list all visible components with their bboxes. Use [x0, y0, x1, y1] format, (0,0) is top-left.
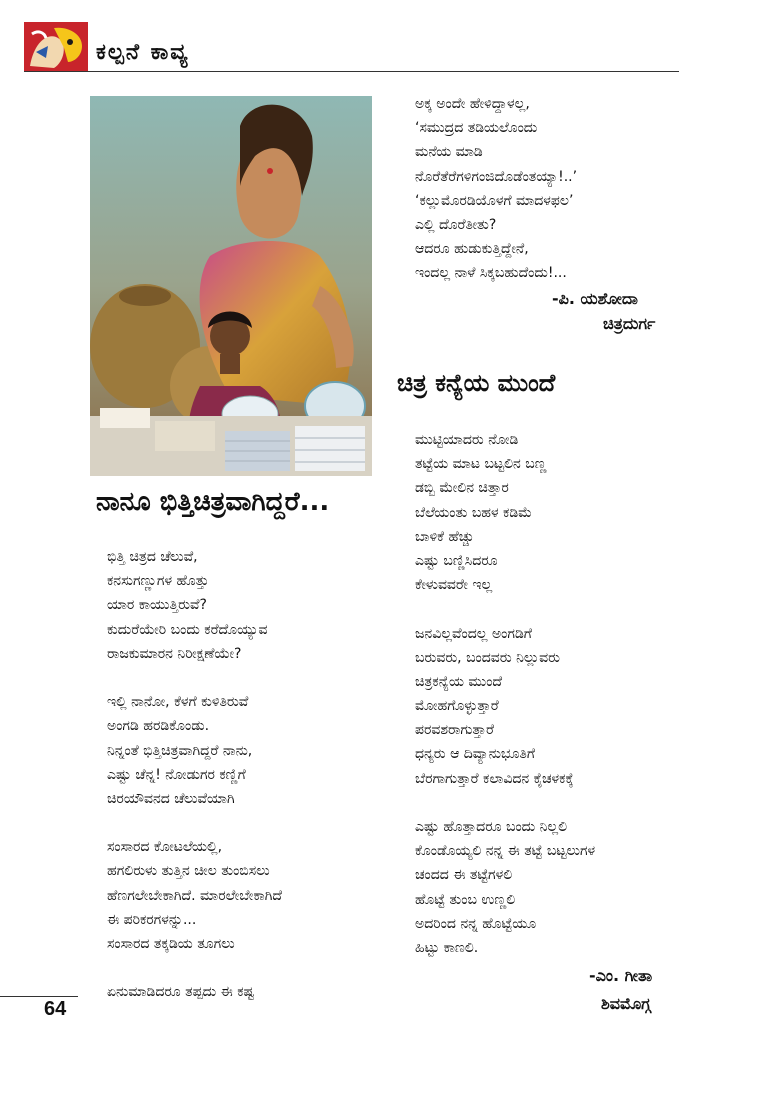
stanza-gap [415, 791, 595, 815]
poem-line: ಹಿಟ್ಟು ಕಾಣಲಿ. [415, 939, 479, 956]
author-name: -ಪಿ. ಯಶೋದಾ [552, 289, 638, 308]
poem-line: ಇಲ್ಲಿ ನಾನೋ, ಕೆಳಗೆ ಕುಳಿತಿರುವೆ [107, 694, 249, 711]
poem-line: ನೊರೆತೆರೆಗಳಿಗಂಜಿದೊಡೆಂತಯ್ಯಾ!..’ [415, 168, 578, 185]
poem-line: ಹೆಣಗಲೇಬೇಕಾಗಿದೆ. ಮಾರಲೇಬೇಕಾಗಿದೆ [107, 887, 282, 904]
poem-line: ರಾಜಕುಮಾರನ ನಿರೀಕ್ಷಣೆಯೇ? [107, 645, 242, 662]
page-number: 64 [44, 998, 67, 1020]
poem-line: ಈ ಪರಿಕರಗಳನ್ನು... [107, 911, 197, 928]
poem-line: ತಟ್ಟೆಯ ಮಾಟ ಬಟ್ಟಲಿನ ಬಣ್ಣ [415, 456, 547, 473]
left-poem-title: ನಾನೂ ಭಿತ್ತಿಚಿತ್ರವಾಗಿದ್ದರೆ... [96, 487, 330, 517]
poem-line: ಏನುಮಾಡಿದರೂ ತಪ್ಪದು ಈ ಕಷ್ಟ [107, 984, 255, 1001]
logo-figure-icon [24, 22, 88, 72]
right-poem-title: ಚಿತ್ರ ಕನ್ಯೆಯ ಮುಂದೆ [397, 369, 556, 397]
left-poem-body [107, 545, 282, 1005]
poem-line: ಕೊಂಡೊಯ್ಯಲಿ ನನ್ನ ಈ ತಟ್ಟೆ ಬಟ್ಟಲುಗಳ [415, 843, 596, 860]
stanza-gap [415, 597, 595, 621]
author-name: -ಎಂ. ಗೀತಾ [589, 966, 653, 985]
poem-line: ಪರವಶರಾಗುತ್ತಾರೆ [415, 722, 494, 739]
poem-line: ಧನ್ಯರು ಆ ದಿವ್ಯಾನುಭೂತಿಗೆ [415, 746, 535, 763]
poem-line: ಕೇಳುವವರೇ ಇಲ್ಲ [415, 577, 493, 594]
stanza-gap [107, 666, 282, 690]
poem-line: ಸಂಸಾರದ ತಕ್ಕಡಿಯ ತೂಗಲು [107, 936, 235, 952]
poem-line: ‘ಕಲ್ಲುಮೊರಡಿಯೊಳಗೆ ಮಾದಳಫಲ’ [415, 192, 574, 209]
mural-vendor-illustration [90, 96, 372, 476]
poem-line: ಮನೆಯ ಮಾಡಿ [415, 144, 483, 161]
section-title: ಕಲ್ಪನೆ ಕಾವ್ಯ [96, 40, 190, 65]
poem-line: ಭಿತ್ತಿ ಚಿತ್ರದ ಚೆಲುವೆ, [107, 549, 198, 565]
poem-line: ಹಗಲಿರುಳು ತುತ್ತಿನ ಚೀಲ ತುಂಬಿಸಲು [107, 863, 270, 880]
poem-line: ಕನಸುಗಣ್ಣುಗಳ ಹೊತ್ತು [107, 573, 209, 590]
author-place: ಶಿವಮೊಗ್ಗ [601, 994, 651, 1013]
stanza-gap [107, 811, 282, 835]
poem-line: ಡಬ್ಬಿ ಮೇಲಿನ ಚಿತ್ತಾರ [415, 480, 509, 497]
poem-line: ಎಷ್ಟು ಚೆನ್ನ! ನೋಡುಗರ ಕಣ್ಣಿಗೆ [107, 766, 246, 783]
poem-line: ಅಕ್ಕ ಅಂದೇ ಹೇಳಿದ್ದಾಳಲ್ಲ, [415, 96, 530, 112]
right-top-poem-body [415, 92, 577, 286]
poem-line: ಎಲ್ಲಿ ದೊರೆತೀತು? [415, 216, 497, 233]
poem-line: ಮೋಹಗೊಳ್ಳುತ್ತಾರೆ [415, 698, 499, 715]
poem-line: ಎಷ್ಟು ಹೊತ್ತಾದರೂ ಬಂದು ನಿಲ್ಲಲಿ [415, 819, 568, 835]
mural-photo [90, 96, 372, 476]
poem-line: ಚಿರಯೌವನದ ಚೆಲುವೆಯಾಗಿ [107, 790, 235, 807]
magazine-logo [24, 22, 88, 72]
poem-line: ಬರುವರು, ಬಂದವರು ನಿಲ್ಲುವರು [415, 649, 560, 666]
poem-line: ಬಾಳಿಕೆ ಹೆಚ್ಚು [415, 528, 475, 545]
author-place: ಚಿತ್ರದುರ್ಗ [603, 314, 656, 333]
poem-line: ಬೆಲೆಯಂತು ಬಹಳ ಕಡಿಮೆ [415, 504, 533, 521]
poem-line: ಜನವಿಲ್ಲವೆಂದಲ್ಲ ಅಂಗಡಿಗೆ [415, 625, 532, 642]
poem-line: ಯಾರ ಕಾಯುತ್ತಿರುವೆ? [107, 597, 207, 614]
poem-line: ಬೆರಗಾಗುತ್ತಾರೆ ಕಲಾವಿದನ ಕೈಚಳಕಕ್ಕೆ [415, 770, 574, 787]
poem-line: ಹೊಟ್ಟೆ ತುಂಬ ಉಣ್ಣಲಿ [415, 891, 516, 908]
right-poem-body [415, 428, 595, 960]
stanza-gap [107, 956, 282, 980]
footer-divider [0, 996, 78, 997]
poem-line: ಮುಟ್ಟಿಯಾದರು ನೋಡಿ [415, 432, 519, 448]
poem-line: ಅಂಗಡಿ ಹರಡಿಕೊಂಡು. [107, 718, 210, 735]
poem-line: ಆದರೂ ಹುಡುಕುತ್ತಿದ್ದೇನೆ, [415, 241, 529, 258]
poem-line: ಇಂದಲ್ಲ ನಾಳೆ ಸಿಕ್ಕಬಹುದೆಂದು!... [415, 265, 567, 282]
poem-line: ಎಷ್ಟು ಬಣ್ಣಿಸಿದರೂ [415, 552, 498, 569]
poem-line: ನಿನ್ನಂತೆ ಭಿತ್ತಿಚಿತ್ರವಾಗಿದ್ದರೆ ನಾನು, [107, 742, 253, 759]
poem-line: ಸಂಸಾರದ ಕೋಟಲೆಯಲ್ಲಿ, [107, 839, 223, 856]
poem-line: ಚಂದದ ಈ ತಟ್ಟೆಗಳಲಿ [415, 867, 513, 884]
poem-line: ‘ಸಮುದ್ರದ ತಡಿಯಲೊಂದು [415, 120, 538, 137]
header-divider [24, 71, 679, 72]
poem-line: ಕುದುರೆಯೇರಿ ಬಂದು ಕರೆದೊಯ್ಯುವ [107, 621, 268, 638]
poem-line: ಅದರಿಂದ ನನ್ನ ಹೊಟ್ಟೆಯೂ [415, 915, 537, 932]
poem-line: ಚಿತ್ರಕನ್ಯೆಯ ಮುಂದೆ [415, 673, 503, 690]
